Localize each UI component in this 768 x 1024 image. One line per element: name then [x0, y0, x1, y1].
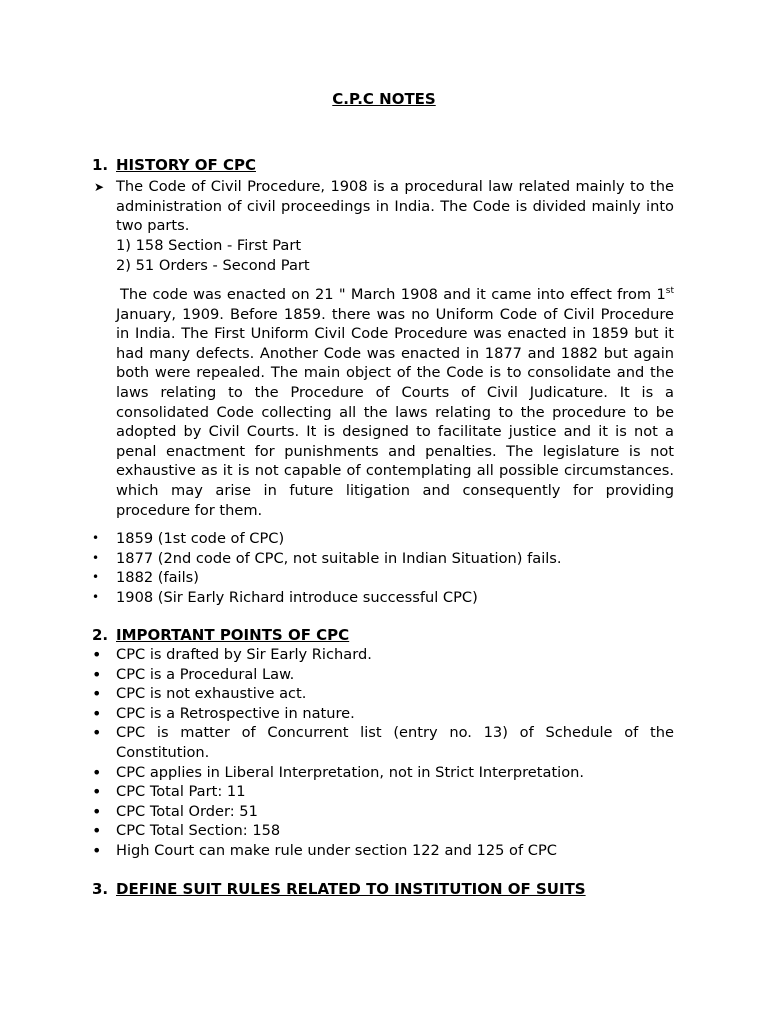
section-2-heading	[92, 626, 349, 644]
section-1-intro: The Code of Civil Procedure, 1908 is a procedural law related mainly to the administration of civil proceedings in India. The Code is divided mainly into two parts.	[116, 178, 674, 235]
part-text: 158 Section - First Part	[135, 237, 302, 254]
section-3-number: 3.	[92, 880, 109, 898]
list-item: • CPC is matter of Concurrent list (entry no. 13) of Schedule of the Constitution.	[92, 723, 674, 762]
list-item: • CPC Total Section: 158	[92, 821, 674, 841]
part-number: 2)	[116, 257, 131, 274]
history-paragraph-rest: January, 1909. Before 1859. there was no Uniform Code of Civil Procedure in India. The First Uniform Civil Code Procedure was enacted in 1859 but it had many defects. Another Code was enacted in 1877 and 1882 but again both were repealed. The main object of the Code is to consolidate and the laws relating to the Procedure of Courts of Civil Judicature. It is a consolidated Code collecting all the laws relating to the procedure to be adopted by Civil Courts. It is designed to facilitate justice and it is not a penal enactment for punishments and penalties. The legislature is not exhaustive as it is not capable of contemplating all possible circumstances. which may arise in future litigation and consequently for providing procedure for them.	[116, 305, 674, 519]
arrow-bullet-icon: ➤	[94, 180, 105, 194]
list-item: • CPC is not exhaustive act.	[92, 684, 674, 704]
list-item: • CPC is a Procedural Law.	[92, 665, 674, 685]
part-number: 1)	[116, 237, 131, 254]
part-item	[116, 236, 301, 256]
list-item: • 1859 (1st code of CPC)	[92, 529, 674, 549]
list-item: • CPC Total Part: 11	[92, 782, 674, 802]
history-paragraph	[116, 285, 674, 520]
part-text: 51 Orders - Second Part	[135, 257, 310, 274]
section-3-title: DEFINE SUIT RULES RELATED TO INSTITUTION OF SUITS	[116, 880, 586, 898]
section-1-title: HISTORY OF CPC	[116, 156, 256, 174]
important-points-list	[92, 645, 674, 861]
list-item: • 1882 (fails)	[92, 568, 674, 588]
section-1-number: 1.	[92, 156, 109, 174]
section-3-heading	[92, 880, 586, 898]
list-item: • CPC Total Order: 51	[92, 802, 674, 822]
list-item: • 1908 (Sir Early Richard introduce successful CPC)	[92, 588, 674, 608]
list-item: • 1877 (2nd code of CPC, not suitable in Indian Situation) fails.	[92, 549, 674, 569]
timeline-list	[92, 529, 674, 607]
list-item: • CPC applies in Liberal Interpretation, not in Strict Interpretation.	[92, 763, 674, 783]
section-1-heading	[92, 156, 256, 174]
document-title: C.P.C NOTES	[332, 90, 436, 108]
history-paragraph-start: The code was enacted on 21 " March 1908 and it came into effect from 1	[120, 286, 666, 303]
list-item: • CPC is a Retrospective in nature.	[92, 704, 674, 724]
list-item: • High Court can make rule under section 122 and 125 of CPC	[92, 841, 674, 861]
section-2-title: IMPORTANT POINTS OF CPC	[116, 626, 350, 644]
part-item	[116, 256, 310, 276]
section-2-number: 2.	[92, 626, 109, 644]
ordinal-suffix: st	[665, 286, 674, 297]
list-item: • CPC is drafted by Sir Early Richard.	[92, 645, 674, 665]
